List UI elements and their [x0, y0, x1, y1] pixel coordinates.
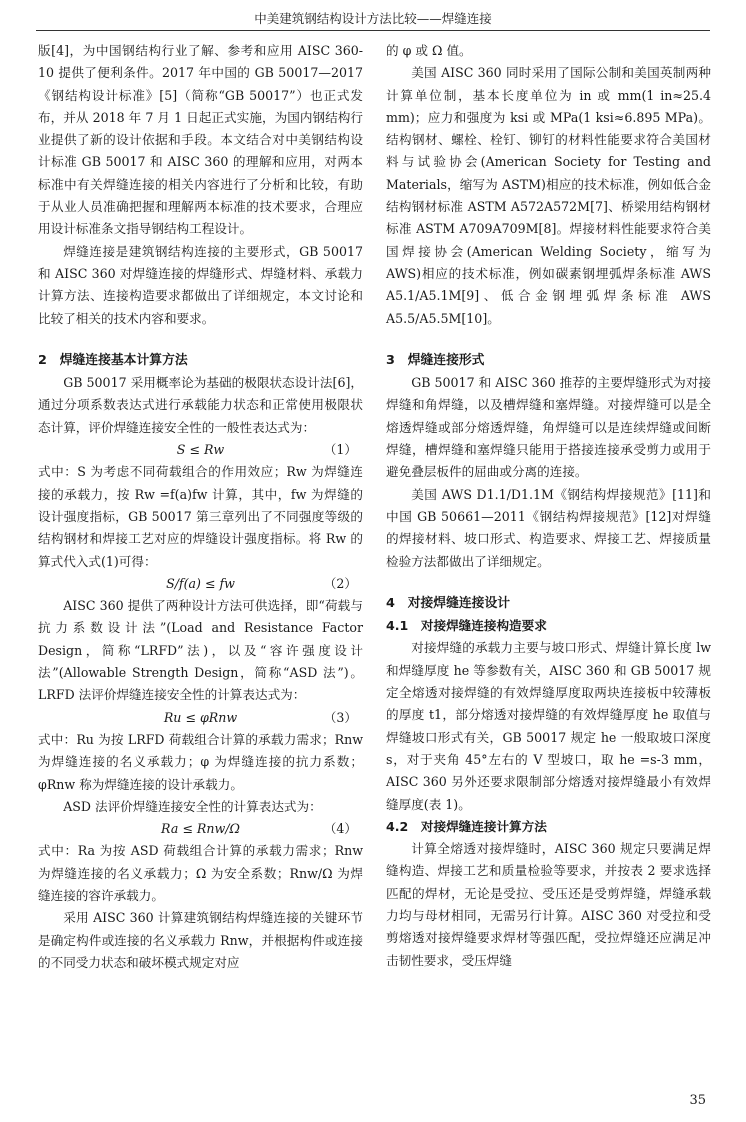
paragraph: 式中：S 为考虑不同荷载组合的作用效应；Rw 为焊缝连接的承载力，按 Rw =f(a)fw 计算，其中，fw 为焊缝的设计强度指标，GB 50017 第三章列出了不同强度等级的结构钢材和焊接工艺对应的焊缝设计强度指标。将 Rw 的算式代入式(1)可得：: [38, 464, 363, 569]
equation-2: [38, 573, 363, 595]
running-title: 中美建筑钢结构设计方法比较——焊缝连接: [254, 11, 492, 26]
equation-number: （1）: [323, 442, 357, 458]
equation-1: [38, 439, 363, 461]
paragraph: GB 50017 和 AISC 360 推荐的主要焊缝形式为对接焊缝和角焊缝，以及槽焊缝和塞焊缝。对接焊缝可以是全熔透焊缝或部分熔透焊缝，角焊缝可以是连续焊缝或间断焊缝，槽焊缝和塞焊缝只能用于搭接连接承受剪力或用于避免叠层板件的屈曲或分离的连接。: [386, 375, 711, 480]
equation-3: [38, 707, 363, 729]
paragraph: 对接焊缝的承载力主要与坡口形式、焊缝计算长度 lw 和焊缝厚度 he 等参数有关，AISC 360 和 GB 50017 规定全熔透对接焊缝的有效焊缝厚度取两块连接板中较薄板的厚度 t1，部分熔透对接焊缝的有效焊缝厚度 he 取值与焊缝坡口形式有关，GB 50017 规定 he 一般取坡口深度 s，对于夹角 45°左右的 V 型坡口，取 he =s-3 mm，AISC 360 另外还要求限制部分熔透对接焊缝最小有效焊缝厚度(表 1)。: [386, 640, 711, 812]
paragraph: 式中：Ra 为按 ASD 荷载组合计算的承载力需求；Rnw 为焊缝连接的名义承载力；Ω 为安全系数；Rnw/Ω 为焊缝连接的容许承载力。: [38, 843, 363, 903]
subsection-heading: 4.1 对接焊缝连接构造要求: [386, 618, 547, 634]
section-heading: 3 焊缝连接形式: [386, 352, 485, 368]
left-column: [38, 40, 363, 974]
section-heading: 4 对接焊缝连接设计: [386, 595, 511, 611]
equation-body: S ≤ Rw: [176, 442, 225, 458]
paragraph: AISC 360 提供了两种设计方法可供选择，即“荷载与抗力系数设计法”(Load and Resistance Factor Design，简称“LRFD”法)，以及“容许强度设计法”(Allowable Strength Design，简称“ASD 法”)。LRFD 法评价焊缝连接安全性的计算表达式为：: [38, 598, 363, 703]
equation-body: S/f(a) ≤ fw: [166, 575, 235, 591]
equation-body: Ra ≤ Rnw/Ω: [161, 821, 240, 837]
paragraph: 的 φ 或 Ω 值。: [386, 43, 472, 58]
paragraph: 美国 AISC 360 同时采用了国际公制和美国英制两种计算单位制，基本长度单位为 in 或 mm(1 in≈25.4 mm)；应力和强度为 ksi 或 MPa(1 ksi≈6.895 MPa)。结构钢材、螺栓、栓钉、铆钉的材料性能要求符合美国材料与试验协会(American Society for Testing and Materials，缩写为 ASTM)相应的技术标准，例如低合金结构钢材标准 ASTM A572A572M[7]、桥梁用结构钢材标准 ASTM A709A709M[8]。焊接材料性能要求符合美国焊接协会(American Welding Society，缩写为 AWS)相应的技术标准，例如碳素钢埋弧焊条标准 AWS A5.1/A5.1M[9]、低合金钢埋弧焊条标准 AWS A5.5/A5.5M[10]。: [386, 65, 711, 326]
paragraph: 采用 AISC 360 计算建筑钢结构焊缝连接的关键环节是确定构件或连接的名义承载力 Rnw，并根据构件或连接的不同受力状态和破坏模式规定对应: [38, 910, 363, 970]
page-number: 35: [689, 1093, 706, 1108]
paragraph: 计算全熔透对接焊缝时，AISC 360 规定只要满足焊缝构造、焊接工艺和质量检验等要求，并按表 2 要求选择匹配的焊材，无论是受拉、受压还是受剪焊缝，焊缝承载力均与母材相同，无需另行计算。AISC 360 对受拉和受剪熔透对接焊缝要求焊材等强匹配，受拉焊缝还应满足冲击韧性要求，受压焊缝: [386, 841, 711, 968]
paragraph: 美国 AWS D1.1/D1.1M《钢结构焊接规范》[11]和中国 GB 50661—2011《钢结构焊接规范》[12]对焊缝的焊接材料、坡口形式、构造要求、焊接工艺、焊接质量检验方法都做出了详细规定。: [386, 486, 711, 569]
paragraph: 版[4]，为中国钢结构行业了解、参考和应用 AISC 360- 10 提供了便利条件。2017 年中国的 GB 50017—2017《钢结构设计标准》[5]（简称“GB 50017”）也正式发布，并从 2018 年 7 月 1 日起正式实施，为国内钢结构行业提供了新的设计依据和手段。本文结合对中美钢结构设计标准 GB 50017 和 AISC 360 的理解和应用，对两本标准中有关焊缝连接的相关内容进行了分析和比较，有助于从业人员准确把握和理解两本标准的技术要求，合理应用设计标准条文指导钢结构工程设计。: [38, 43, 363, 237]
subsection-heading: 4.2 对接焊缝连接计算方法: [386, 818, 547, 834]
paragraph: GB 50017 采用概率论为基础的极限状态设计法[6]，通过分项系数表达式进行承载能力状态和正常使用极限状态计算，评价焊缝连接安全性的一般性表达式为：: [38, 375, 363, 435]
equation-number: （4）: [323, 821, 357, 837]
running-head: [36, 8, 710, 31]
right-column: [386, 40, 711, 972]
equation-4: [38, 818, 363, 840]
section-heading: 2 焊缝连接基本计算方法: [38, 352, 188, 368]
equation-number: （2）: [323, 575, 357, 591]
paragraph: ASD 法评价焊缝连接安全性的计算表达式为：: [63, 798, 322, 814]
equation-number: （3）: [323, 709, 357, 725]
paragraph: 焊缝连接是建筑钢结构连接的主要形式，GB 50017 和 AISC 360 对焊缝连接的焊缝形式、焊缝材料、承载力计算方法、连接构造要求都做出了详细规定，本文讨论和比较了相关的技术内容和要求。: [38, 243, 363, 326]
equation-body: Ru ≤ φRnw: [163, 709, 238, 725]
paragraph: 式中：Ru 为按 LRFD 荷载组合计算的承载力需求；Rnw 为焊缝连接的名义承载力；φ 为焊缝连接的抗力系数；φRnw 称为焊缝连接的设计承载力。: [38, 731, 363, 792]
